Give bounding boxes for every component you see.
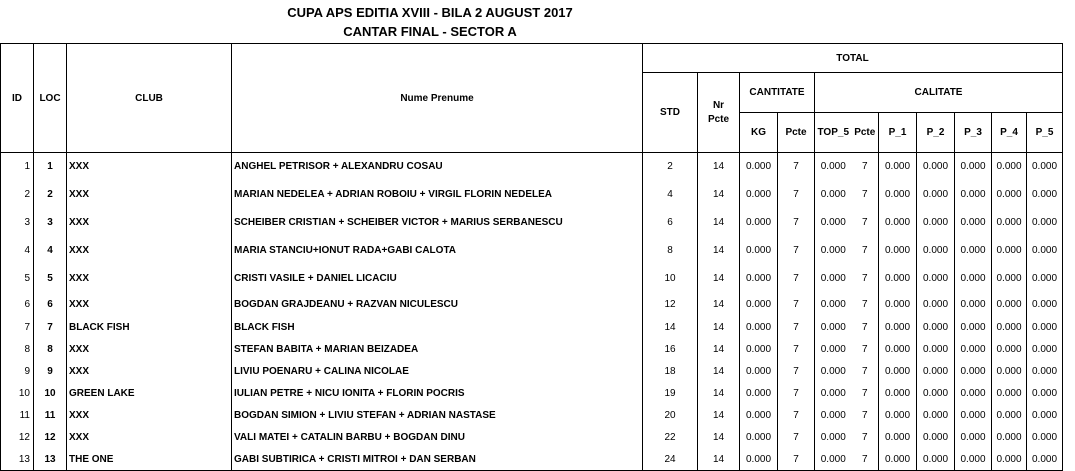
cell-club: XXX: [67, 265, 232, 293]
cell-club: BLACK FISH: [67, 317, 232, 339]
cell-nume: BOGDAN GRAJDEANU + RAZVAN NICULESCU: [232, 293, 643, 317]
cell-loc: 1: [34, 153, 67, 181]
cell-p3: 0.000: [955, 361, 992, 383]
cell-p3: 0.000: [955, 209, 992, 237]
header-kg: KG: [740, 113, 778, 153]
cell-p4: 0.000: [992, 427, 1027, 449]
cell-pcte: 7: [778, 237, 815, 265]
cell-nume: LIVIU POENARU + CALINA NICOLAE: [232, 361, 643, 383]
cell-p5: 0.000: [1027, 293, 1063, 317]
cell-std: 10: [643, 265, 698, 293]
cell-pcte2: 7: [852, 361, 879, 383]
cell-loc: 7: [34, 317, 67, 339]
cell-nume: ANGHEL PETRISOR + ALEXANDRU COSAU: [232, 153, 643, 181]
cell-p1: 0.000: [879, 209, 917, 237]
cell-p2: 0.000: [917, 361, 955, 383]
cell-pcte2: 7: [852, 405, 879, 427]
cell-std: 2: [643, 153, 698, 181]
cell-pcte2: 7: [852, 449, 879, 471]
cell-p5: 0.000: [1027, 405, 1063, 427]
cell-p1: 0.000: [879, 181, 917, 209]
cell-pcte2: 7: [852, 153, 879, 181]
header-calitate: CALITATE: [815, 73, 1063, 113]
cell-loc: 11: [34, 405, 67, 427]
cell-p3: 0.000: [955, 181, 992, 209]
cell-p5: 0.000: [1027, 449, 1063, 471]
header-p1: P_1: [879, 113, 917, 153]
cell-kg: 0.000: [740, 153, 778, 181]
cell-pcte: 7: [778, 153, 815, 181]
cell-top5: 0.000: [815, 339, 852, 361]
table-body: [1, 153, 1063, 471]
cell-top5: 0.000: [815, 383, 852, 405]
sheet-title: CUPA APS EDITIA XVIII - BILA 2 AUGUST 2017: [287, 5, 573, 20]
sheet-subtitle: CANTAR FINAL - SECTOR A: [343, 24, 517, 39]
cell-p2: 0.000: [917, 317, 955, 339]
header-std: STD: [643, 73, 698, 153]
cell-nr: 14: [698, 361, 740, 383]
table-header: [1, 44, 1063, 153]
cell-nr: 14: [698, 339, 740, 361]
header-pcte: Pcte: [778, 113, 815, 153]
cell-p2: 0.000: [917, 449, 955, 471]
cell-std: 8: [643, 237, 698, 265]
cell-loc: 2: [34, 181, 67, 209]
cell-kg: 0.000: [740, 427, 778, 449]
cell-loc: 3: [34, 209, 67, 237]
cell-id: 1: [1, 153, 34, 181]
header-total: TOTAL: [643, 44, 1063, 73]
cell-pcte: 7: [778, 427, 815, 449]
cell-pcte2: 7: [852, 339, 879, 361]
cell-pcte: 7: [778, 383, 815, 405]
cell-top5: 0.000: [815, 317, 852, 339]
cell-kg: 0.000: [740, 383, 778, 405]
cell-p3: 0.000: [955, 449, 992, 471]
cell-id: 4: [1, 237, 34, 265]
cell-kg: 0.000: [740, 405, 778, 427]
header-p3: P_3: [955, 113, 992, 153]
table-row: [1, 181, 1063, 209]
cell-p2: 0.000: [917, 405, 955, 427]
header-nume-prenume: Nume Prenume: [232, 44, 643, 153]
table-row: [1, 449, 1063, 471]
cell-p2: 0.000: [917, 181, 955, 209]
cell-p2: 0.000: [917, 339, 955, 361]
cell-nume: IULIAN PETRE + NICU IONITA + FLORIN POCRIS: [232, 383, 643, 405]
cell-pcte: 7: [778, 317, 815, 339]
cell-p5: 0.000: [1027, 427, 1063, 449]
header-nr-pcte-line2: Pcte: [707, 114, 730, 125]
cell-nume: BOGDAN SIMION + LIVIU STEFAN + ADRIAN NASTASE: [232, 405, 643, 427]
cell-pcte2: 7: [852, 293, 879, 317]
cell-nr: 14: [698, 427, 740, 449]
cell-pcte2: 7: [852, 265, 879, 293]
cell-club: XXX: [67, 181, 232, 209]
cell-nr: 14: [698, 293, 740, 317]
cell-std: 19: [643, 383, 698, 405]
cell-p1: 0.000: [879, 405, 917, 427]
cell-p3: 0.000: [955, 237, 992, 265]
cell-pcte: 7: [778, 265, 815, 293]
cell-p1: 0.000: [879, 339, 917, 361]
cell-p4: 0.000: [992, 265, 1027, 293]
cell-p5: 0.000: [1027, 361, 1063, 383]
cell-p3: 0.000: [955, 339, 992, 361]
cell-kg: 0.000: [740, 209, 778, 237]
cell-pcte2: 7: [852, 427, 879, 449]
cell-p4: 0.000: [992, 181, 1027, 209]
cell-p4: 0.000: [992, 317, 1027, 339]
header-club: CLUB: [67, 44, 232, 153]
cell-kg: 0.000: [740, 181, 778, 209]
cell-nume: MARIA STANCIU+IONUT RADA+GABI CALOTA: [232, 237, 643, 265]
cell-std: 18: [643, 361, 698, 383]
cell-p2: 0.000: [917, 383, 955, 405]
cell-nr: 14: [698, 405, 740, 427]
table-row: [1, 361, 1063, 383]
header-loc: LOC: [34, 44, 67, 153]
cell-pcte: 7: [778, 449, 815, 471]
cell-pcte: 7: [778, 405, 815, 427]
cell-loc: 10: [34, 383, 67, 405]
cell-id: 5: [1, 265, 34, 293]
cell-loc: 13: [34, 449, 67, 471]
cell-id: 6: [1, 293, 34, 317]
cell-p1: 0.000: [879, 383, 917, 405]
cell-club: XXX: [67, 209, 232, 237]
cell-p5: 0.000: [1027, 317, 1063, 339]
cell-nr: 14: [698, 181, 740, 209]
table-row: [1, 293, 1063, 317]
cell-id: 8: [1, 339, 34, 361]
cell-p4: 0.000: [992, 361, 1027, 383]
cell-p1: 0.000: [879, 361, 917, 383]
cell-std: 6: [643, 209, 698, 237]
cell-std: 16: [643, 339, 698, 361]
cell-nume: CRISTI VASILE + DANIEL LICACIU: [232, 265, 643, 293]
cell-top5: 0.000: [815, 237, 852, 265]
cell-top5: 0.000: [815, 405, 852, 427]
header-nr-pcte-line1: Nr: [712, 100, 725, 111]
cell-p2: 0.000: [917, 153, 955, 181]
cell-nume: GABI SUBTIRICA + CRISTI MITROI + DAN SERBAN: [232, 449, 643, 471]
cell-pcte2: 7: [852, 317, 879, 339]
header-pcte-top5: Pcte: [852, 113, 879, 153]
cell-p1: 0.000: [879, 293, 917, 317]
table-row: [1, 209, 1063, 237]
cell-club: GREEN LAKE: [67, 383, 232, 405]
cell-club: XXX: [67, 237, 232, 265]
cell-top5: 0.000: [815, 361, 852, 383]
cell-loc: 8: [34, 339, 67, 361]
header-p4: P_4: [992, 113, 1027, 153]
cell-p3: 0.000: [955, 383, 992, 405]
cell-id: 3: [1, 209, 34, 237]
cell-p5: 0.000: [1027, 181, 1063, 209]
cell-p4: 0.000: [992, 209, 1027, 237]
cell-loc: 5: [34, 265, 67, 293]
cell-p2: 0.000: [917, 265, 955, 293]
cell-club: XXX: [67, 339, 232, 361]
header-cantitate: CANTITATE: [740, 73, 815, 113]
cell-p4: 0.000: [992, 153, 1027, 181]
cell-top5: 0.000: [815, 209, 852, 237]
table-row: [1, 317, 1063, 339]
cell-nr: 14: [698, 317, 740, 339]
cell-id: 13: [1, 449, 34, 471]
cell-top5: 0.000: [815, 153, 852, 181]
cell-p3: 0.000: [955, 317, 992, 339]
cell-id: 9: [1, 361, 34, 383]
cell-nr: 14: [698, 153, 740, 181]
cell-pcte2: 7: [852, 383, 879, 405]
cell-std: 12: [643, 293, 698, 317]
cell-std: 4: [643, 181, 698, 209]
cell-pcte: 7: [778, 181, 815, 209]
cell-p4: 0.000: [992, 405, 1027, 427]
header-p5: P_5: [1027, 113, 1063, 153]
table-row: [1, 405, 1063, 427]
cell-kg: 0.000: [740, 293, 778, 317]
cell-nume: MARIAN NEDELEA + ADRIAN ROBOIU + VIRGIL FLORIN NEDELEA: [232, 181, 643, 209]
cell-club: XXX: [67, 153, 232, 181]
cell-p4: 0.000: [992, 449, 1027, 471]
cell-p5: 0.000: [1027, 237, 1063, 265]
cell-nume: BLACK FISH: [232, 317, 643, 339]
cell-p4: 0.000: [992, 383, 1027, 405]
cell-nr: 14: [698, 209, 740, 237]
cell-p4: 0.000: [992, 293, 1027, 317]
cell-id: 10: [1, 383, 34, 405]
cell-kg: 0.000: [740, 237, 778, 265]
cell-kg: 0.000: [740, 317, 778, 339]
cell-loc: 6: [34, 293, 67, 317]
cell-top5: 0.000: [815, 181, 852, 209]
cell-p1: 0.000: [879, 237, 917, 265]
cell-p3: 0.000: [955, 265, 992, 293]
cell-p2: 0.000: [917, 237, 955, 265]
cell-p3: 0.000: [955, 293, 992, 317]
cell-p2: 0.000: [917, 427, 955, 449]
table-row: [1, 383, 1063, 405]
cell-id: 2: [1, 181, 34, 209]
cell-p1: 0.000: [879, 265, 917, 293]
cell-p2: 0.000: [917, 209, 955, 237]
cell-std: 14: [643, 317, 698, 339]
cell-pcte: 7: [778, 293, 815, 317]
cell-nume: VALI MATEI + CATALIN BARBU + BOGDAN DINU: [232, 427, 643, 449]
cell-p3: 0.000: [955, 405, 992, 427]
cell-top5: 0.000: [815, 265, 852, 293]
cell-std: 20: [643, 405, 698, 427]
table-row: [1, 339, 1063, 361]
cell-id: 7: [1, 317, 34, 339]
header-p2: P_2: [917, 113, 955, 153]
cell-p1: 0.000: [879, 153, 917, 181]
cell-p5: 0.000: [1027, 265, 1063, 293]
cell-p5: 0.000: [1027, 383, 1063, 405]
cell-pcte2: 7: [852, 209, 879, 237]
cell-nr: 14: [698, 449, 740, 471]
cell-pcte2: 7: [852, 181, 879, 209]
cell-std: 24: [643, 449, 698, 471]
cell-kg: 0.000: [740, 265, 778, 293]
header-nr-pcte: [698, 73, 740, 153]
header-top5: TOP_5: [815, 113, 852, 153]
table-row: [1, 427, 1063, 449]
cell-kg: 0.000: [740, 361, 778, 383]
cell-id: 11: [1, 405, 34, 427]
cell-club: XXX: [67, 427, 232, 449]
cell-std: 22: [643, 427, 698, 449]
table-row: [1, 265, 1063, 293]
cell-p3: 0.000: [955, 153, 992, 181]
cell-p5: 0.000: [1027, 209, 1063, 237]
cell-club: XXX: [67, 405, 232, 427]
cell-p4: 0.000: [992, 339, 1027, 361]
cell-top5: 0.000: [815, 427, 852, 449]
table-row: [1, 153, 1063, 181]
cell-p1: 0.000: [879, 449, 917, 471]
cell-p5: 0.000: [1027, 339, 1063, 361]
cell-pcte2: 7: [852, 237, 879, 265]
cell-p1: 0.000: [879, 427, 917, 449]
cell-nr: 14: [698, 237, 740, 265]
cell-nume: SCHEIBER CRISTIAN + SCHEIBER VICTOR + MARIUS SERBANESCU: [232, 209, 643, 237]
cell-pcte: 7: [778, 361, 815, 383]
cell-p2: 0.000: [917, 293, 955, 317]
results-table: [0, 43, 1063, 471]
cell-kg: 0.000: [740, 449, 778, 471]
cell-kg: 0.000: [740, 339, 778, 361]
cell-club: XXX: [67, 361, 232, 383]
table-row: [1, 237, 1063, 265]
cell-id: 12: [1, 427, 34, 449]
cell-p5: 0.000: [1027, 153, 1063, 181]
cell-top5: 0.000: [815, 293, 852, 317]
cell-loc: 9: [34, 361, 67, 383]
cell-pcte: 7: [778, 209, 815, 237]
cell-nr: 14: [698, 265, 740, 293]
cell-loc: 12: [34, 427, 67, 449]
cell-pcte: 7: [778, 339, 815, 361]
cell-club: THE ONE: [67, 449, 232, 471]
cell-nr: 14: [698, 383, 740, 405]
cell-p3: 0.000: [955, 427, 992, 449]
cell-club: XXX: [67, 293, 232, 317]
header-id: ID: [1, 44, 34, 153]
cell-nume: STEFAN BABITA + MARIAN BEIZADEA: [232, 339, 643, 361]
cell-p4: 0.000: [992, 237, 1027, 265]
cell-loc: 4: [34, 237, 67, 265]
cell-top5: 0.000: [815, 449, 852, 471]
cell-p1: 0.000: [879, 317, 917, 339]
